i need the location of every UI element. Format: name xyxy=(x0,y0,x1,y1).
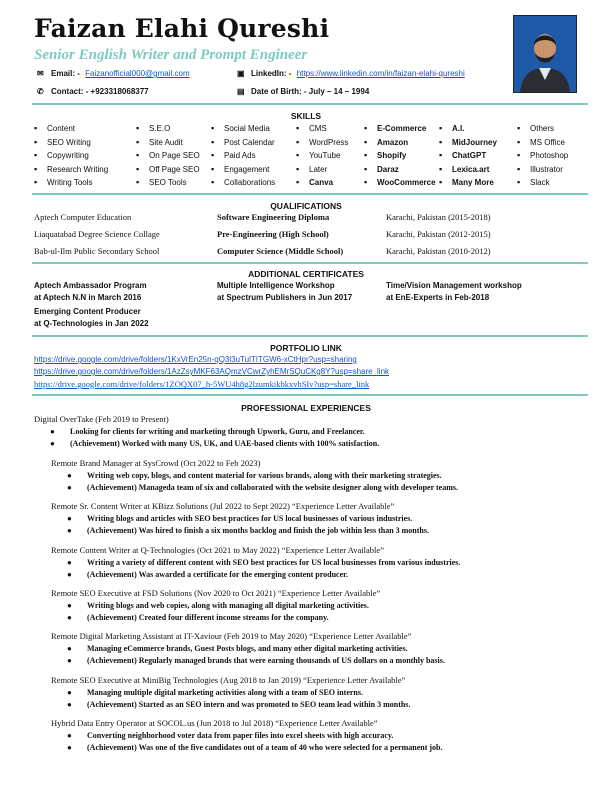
job-bullet-text: Converting neighborhood voter data from paper files into excel sheets with high accuracy. xyxy=(87,730,394,740)
job-heading: Remote Sr. Content Writer at KBizz Solutions (Jul 2022 to Sept 2022) “Experience Letter Available” xyxy=(51,501,395,512)
job-bullet: ● (Achievement) Manageda team of six and collaborated with the website designer along with developer teams. xyxy=(67,483,458,492)
cert-line: at Spectrum Publishers in Jun 2017 xyxy=(217,293,353,302)
skill-item: ▪ Off Page SEO xyxy=(149,165,200,174)
phone-row xyxy=(37,87,149,96)
skill-item: ▪ Content xyxy=(47,124,75,133)
job-heading: Remote Content Writer at Q-Technologies (Oct 2021 to May 2022) “Experience Letter Available” xyxy=(51,544,384,555)
skill-item: ▪ WooCommerce xyxy=(377,178,436,187)
job-heading: Digital OverTake (Feb 2019 to Present) xyxy=(34,414,169,424)
portfolio-title: PORTFOLIO LINK xyxy=(270,343,342,353)
linkedin-link[interactable]: https://www.linkedin.com/in/faizan-elahi-qureshi xyxy=(296,69,465,78)
qual-place-1: Karachi, Pakistan (2015-2018) xyxy=(386,212,491,222)
skill-item: ▪ Copywriting xyxy=(47,151,89,160)
job-heading: Remote Brand Manager at SysCrowd (Oct 2022 to Feb 2023) xyxy=(51,458,261,468)
qual-degree-1: Software Engineering Diploma xyxy=(217,212,330,222)
job-bullet-text: (Achievement) Worked with many US, UK, and UAE-based clients with 100% satisfaction. xyxy=(70,439,380,448)
skill-item: ▪ SEO Writing xyxy=(47,138,91,147)
qual-place-3: Karachi, Pakistan (2010-2012) xyxy=(386,246,491,256)
job-heading: Remote Digital Marketing Assistant at IT-Xaviour (Feb 2019 to May 2020) “Experience Letter Available” xyxy=(51,631,412,642)
job-bullet-text: Managing eCommerce brands, Guest Posts blogs, and many other digital marketing activities. xyxy=(87,644,408,654)
skill-item: ▪ CMS xyxy=(309,124,327,133)
skill-item: ▪ Canva xyxy=(309,178,333,187)
skill-item: ▪ Illustrator xyxy=(530,165,563,174)
skill-item: ▪ S.E.O xyxy=(149,124,170,133)
skill-item: ▪ Slack xyxy=(530,178,550,187)
job-heading: Remote SEO Executive at FSD Solutions (Nov 2020 to Oct 2021) “Experience Letter Available” xyxy=(51,587,381,598)
job-heading: Hybrid Data Entry Operator at SOCOL.us (Jun 2018 to Jul 2018) “Experience Letter Available” xyxy=(51,717,378,728)
candidate-name: Faizan Elahi Qureshi xyxy=(34,14,330,43)
job-bullet: ● (Achievement) Was awarded a certificate for the emerging content producer. xyxy=(67,569,348,579)
envelope-icon: ✉ xyxy=(37,69,44,78)
skill-item: ▪ Social Media xyxy=(224,124,270,133)
skill-item: ▪ Writing Tools xyxy=(47,178,93,187)
skill-item: ▪ SEO Tools xyxy=(149,178,187,187)
divider xyxy=(32,262,588,264)
job-bullet-text: (Achievement) Created four different income streams for the company. xyxy=(87,612,329,622)
linkedin-label: LinkedIn: - xyxy=(251,69,292,78)
skill-item: ▪ MS Office xyxy=(530,138,565,147)
dob-label: Date of Birth: - July – 14 – 1994 xyxy=(251,87,370,96)
linkedin-icon: ▣ xyxy=(237,69,245,78)
cert-line: at EnE-Experts in Feb-2018 xyxy=(386,293,490,302)
skill-item: ▪ Research Writing xyxy=(47,165,108,174)
job-bullet-text: (Achievement) Regularly managed brands that were earning thousands of US dollars on a monthly basis. xyxy=(87,656,445,666)
phone-icon: ✆ xyxy=(37,87,44,96)
skill-item: ▪ MidJourney xyxy=(452,138,497,147)
qualifications-title: QUALIFICATIONS xyxy=(270,201,342,211)
qual-school-1: Aptech Computer Education xyxy=(34,212,132,222)
job-bullet-text: Writing web copy, blogs, and content material for various brands, along with their marketing strategies. xyxy=(87,471,442,480)
qual-place-2: Karachi, Pakistan (2012-2015) xyxy=(386,229,491,239)
skill-item: ▪ Paid Ads xyxy=(224,151,256,160)
job-bullet-text: (Achievement) Was one of the five candidates out of a team of 40 who were selected for a permanent job. xyxy=(87,742,443,752)
job-bullet: ● Managing eCommerce brands, Guest Posts blogs, and many other digital marketing activities. xyxy=(67,644,408,654)
certificates-title: ADDITIONAL CERTIFICATES xyxy=(248,269,364,279)
job-bullet: ● Writing web copy, blogs, and content material for various brands, along with their marketing strategies. xyxy=(67,471,442,480)
job-bullet: ● (Achievement) Regularly managed brands that were earning thousands of US dollars on a monthly basis. xyxy=(67,656,445,666)
skill-item: ▪ Shopify xyxy=(377,151,406,160)
job-bullet: ● (Achievement) Was one of the five candidates out of a team of 40 who were selected for a permanent job. xyxy=(67,742,443,752)
calendar-icon: ▤ xyxy=(237,87,245,96)
email-label: Email: - xyxy=(51,69,80,78)
cert-line: Time/Vision Management workshop xyxy=(386,281,522,290)
job-bullet: ● Writing blogs and web copies, along with managing all digital marketing activities. xyxy=(67,600,369,610)
skill-item: ▪ Site Audit xyxy=(149,138,183,147)
divider xyxy=(32,335,588,337)
skill-item: ▪ E-Commerce xyxy=(377,124,426,133)
portfolio-link-2[interactable]: https://drive.google.com/drive/folders/1AzZsyMKF63AQmzVCwrZyhEMrSQuCKg8Y?usp=share_link xyxy=(34,367,390,376)
skill-item: ▪ Later xyxy=(309,165,327,174)
skill-item: ▪ On Page SEO xyxy=(149,151,200,160)
skill-item: ▪ ChatGPT xyxy=(452,151,486,160)
linkedin-row xyxy=(237,69,465,78)
certificate-time-management xyxy=(386,280,522,304)
skill-item: ▪ A.I. xyxy=(452,124,464,133)
cert-line: at Aptech N.N in March 2016 xyxy=(34,293,142,302)
job-bullet-text: (Achievement) Started as an SEO intern and was promoted to SEO team lead within 3 months. xyxy=(87,699,411,709)
skill-item: ▪ Lexica.art xyxy=(452,165,489,174)
certificate-ambassador xyxy=(34,280,149,330)
divider xyxy=(32,103,588,105)
skill-item: ▪ Post Calendar xyxy=(224,138,275,147)
job-bullet-text: Writing blogs and web copies, along with managing all digital marketing activities. xyxy=(87,600,369,610)
job-bullet-text: Writing blogs and articles with SEO best practices for US local businesses of various industries. xyxy=(87,514,413,524)
job-bullet-text: (Achievement) Was hired to finish a six months backlog and finish the job within less than 3 months. xyxy=(87,526,429,536)
job-bullet: ● (Achievement) Was hired to finish a six months backlog and finish the job within less than 3 months. xyxy=(67,526,429,536)
job-bullet: ● Converting neighborhood voter data from paper files into excel sheets with high accuracy. xyxy=(67,730,394,740)
skills-title: SKILLS xyxy=(290,111,322,121)
skill-item: ▪ Photoshop xyxy=(530,151,568,160)
job-bullet-text: (Achievement) Manageda team of six and collaborated with the website designer along with developer teams. xyxy=(87,483,458,492)
email-link[interactable]: Faizanofficial000@gmail.com xyxy=(85,69,190,78)
certificate-intelligence xyxy=(217,280,352,304)
divider xyxy=(32,394,588,396)
skill-item: ▪ Others xyxy=(530,124,554,133)
job-bullet: ● (Achievement) Created four different income streams for the company. xyxy=(67,612,329,622)
skill-item: ▪ Collaborations xyxy=(224,178,275,187)
job-bullet-text: Looking for clients for writing and marketing through Upwork, Guru, and Freelancer. xyxy=(70,427,365,436)
divider xyxy=(32,193,588,195)
skill-item: ▪ WordPress xyxy=(309,138,348,147)
skill-item: ▪ YouTube xyxy=(309,151,340,160)
skill-item: ▪ Many More xyxy=(452,178,494,187)
skill-item: ▪ Daraz xyxy=(377,165,399,174)
experience-title: PROFESSIONAL EXPERIENCES xyxy=(241,403,371,413)
job-bullet: ● (Achievement) Worked with many US, UK, and UAE-based clients with 100% satisfaction. xyxy=(50,439,380,448)
job-bullet-text: (Achievement) Was awarded a certificate for the emerging content producer. xyxy=(87,569,348,579)
email-row xyxy=(37,69,190,78)
job-heading: Remote SEO Executive at MiniBig Technologies (Aug 2018 to Jan 2019) “Experience Letter Available” xyxy=(51,674,406,685)
qual-degree-2: Pre-Engineering (High School) xyxy=(217,229,329,239)
profile-photo xyxy=(513,15,577,93)
job-bullet-text: Managing multiple digital marketing activities along with a team of SEO interns. xyxy=(87,687,363,697)
portfolio-link-3[interactable]: https://drive.google.com/drive/folders/1ZOQX07_h-5WU4h8g2lzumkikbkxvhSIv?usp=share_link xyxy=(34,379,370,389)
qual-degree-3: Computer Science (Middle School) xyxy=(217,246,344,256)
job-bullet: ● (Achievement) Started as an SEO intern and was promoted to SEO team lead within 3 months. xyxy=(67,699,411,709)
cert-line: Emerging Content Producer xyxy=(34,307,141,316)
cert-line: Multiple Intelligence Workshop xyxy=(217,281,335,290)
job-bullet-text: Writing a variety of different content with SEO best practices for US local businesses from various industries. xyxy=(87,557,461,567)
qual-school-2: Liaquatabad Degree Science Collage xyxy=(34,229,160,239)
job-bullet: ● Writing a variety of different content with SEO best practices for US local businesses from various industries. xyxy=(67,557,461,567)
cert-line: Aptech Ambassador Program xyxy=(34,281,147,290)
skill-item: ▪ Amazon xyxy=(377,138,408,147)
dob-row xyxy=(237,87,369,96)
contact-label: Contact: - +923318068377 xyxy=(51,87,149,96)
job-title: Senior English Writer and Prompt Engineer xyxy=(34,47,308,63)
job-bullet: ● Managing multiple digital marketing activities along with a team of SEO interns. xyxy=(67,687,363,697)
job-bullet: ● Writing blogs and articles with SEO best practices for US local businesses of various industries. xyxy=(67,514,413,524)
portfolio-link-1[interactable]: https://drive.google.com/drive/folders/1KxVrEn25n-qQ3l3uTulTITGW6-xCtHpr?usp=sharing xyxy=(34,355,357,364)
cert-line: at Q-Technologies in Jan 2022 xyxy=(34,319,149,328)
qual-school-3: Bab-ul-Ilm Public Secondary School xyxy=(34,246,160,256)
job-bullet: ● Looking for clients for writing and marketing through Upwork, Guru, and Freelancer. xyxy=(50,427,365,436)
skill-item: ▪ Engagement xyxy=(224,165,269,174)
